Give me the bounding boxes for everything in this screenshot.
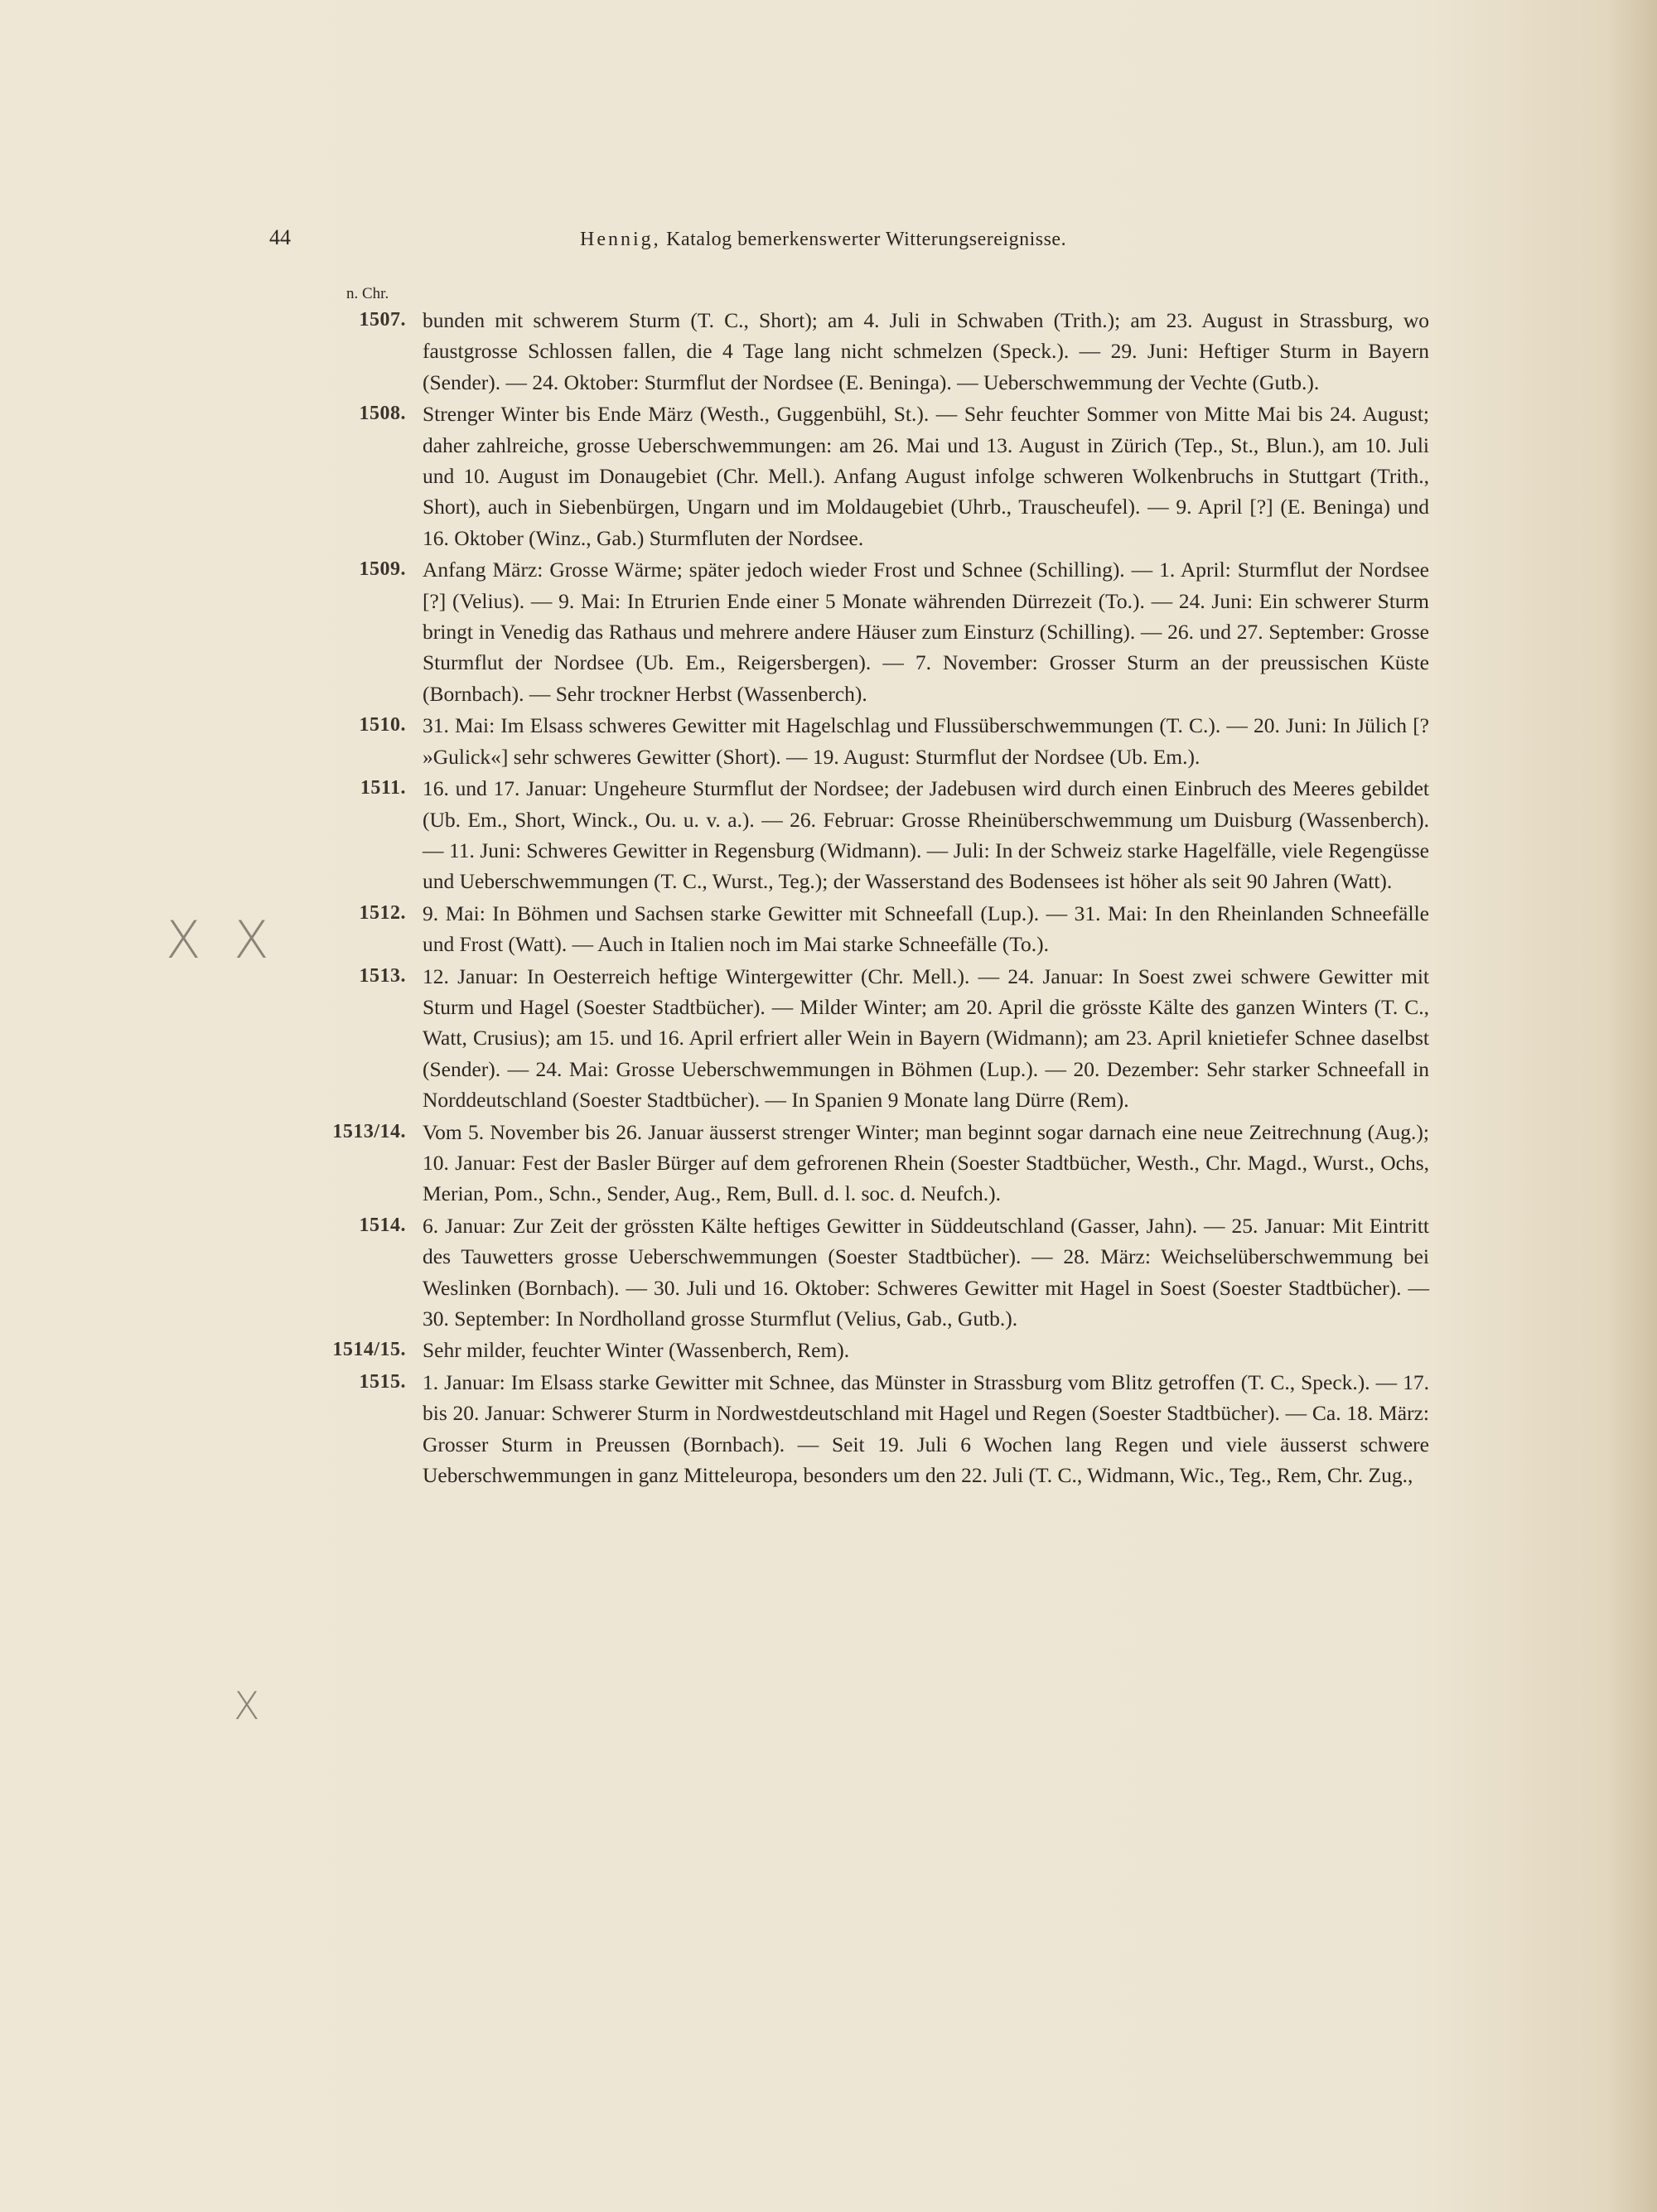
entry-text: 16. und 17. Januar: Ungeheure Sturmflut der Nordsee; der Jadebusen wird durch einen Einbruch des Meeres gebildet (Ub. Em., Short, Winck., Ou. u. v. a.). — 26. Februar: Grosse Rheinüberschwemmung um Duisburg (Wassenberch). — 11. Juni: Schweres Gewitter in Regensburg (Widmann). — Juli: In der Schweiz starke Hagelfälle, viele Regengüsse und Ueberschwemmungen (T. C., Wurst., Teg.); der Wasserstand des Bodensees ist höher als seit 90 Jahren (Watt). [423,776,1429,894]
entry-year: 1515. [359,1370,406,1393]
era-label: n. Chr. [346,285,389,302]
entry-1513-14 [282,1117,1429,1210]
entry-year: 1514/15. [332,1339,406,1361]
entry-text: Anfang März: Grosse Wärme; später jedoch wieder Frost und Schnee (Schilling). — 1. April: Sturmflut der Nordsee [?] (Velius). — 9. Mai: In Etrurien Ende einer 5 Monate währenden Dürrezeit (To.). — 24. Juni: Ein schwerer Sturm bringt in Venedig das Rathaus und mehrere andere Häuser zum Einsturz (Schilling). — 26. und 27. September: Grosse Sturmflut der Nordsee (Ub. Em., Reigersbergen). — 7. November: Grosser Sturm an der preussischen Küste (Bornbach). — Sehr trockner Herbst (Wassenberch). [423,558,1429,706]
entry-year: 1507. [359,309,406,331]
entries-list [282,305,1429,1491]
entry-text: 12. Januar: In Oesterreich heftige Wintergewitter (Chr. Mell.). — 24. Januar: In Soest zwei schwere Gewitter mit Sturm und Hagel (Soester Stadtbücher). — Milder Winter; am 20. April die grösste Kälte des ganzen Winters (T. C., Watt, Crusius); am 15. und 16. April erfriert aller Wein in Bayern (Widmann); am 23. April knietiefer Schnee daselbst (Sender). — 24. Mai: Grosse Ueberschwemmungen in Böhmen (Lup.). — 20. Dezember: Sehr starker Schneefall in Norddeutschland (Soester Stadtbücher). — In Spanien 9 Monate lang Dürre (Rem). [423,964,1429,1113]
entry-1515 [282,1367,1429,1491]
entry-1514 [282,1210,1429,1335]
entry-text: 6. Januar: Zur Zeit der grössten Kälte heftiges Gewitter in Süddeutschland (Gasser, Jahn). — 25. Januar: Mit Eintritt des Tauwetters grosse Ueberschwemmungen (Soester Stadtbücher). — 28. März: Weichselüberschwemmung bei Weslinken (Bornbach). — 30. Juli und 16. Oktober: Schweres Gewitter mit Hagel in Soest (Soester Stadtbücher). — 30. September: In Nordholland grosse Sturmflut (Velius, Gab., Gutb.). [423,1213,1429,1331]
entry-1507 [282,305,1429,398]
entry-1508 [282,398,1429,553]
entry-year: 1512. [359,901,406,924]
entry-text: Strenger Winter bis Ende März (Westh., Guggenbühl, St.). — Sehr feuchter Sommer von Mitte Mai bis 24. August; daher zahlreiche, grosse Ueberschwemmungen: am 26. Mai und 13. August in Zürich (Tep., St., Blun.), am 10. Juli und 10. August im Donaugebiet (Chr. Mell.). Anfang August infolge schweren Wolkenbruchs in Stuttgart (Trith., Short), auch in Siebenbürgen, Ungarn und im Moldaugebiet (Uhrb., Trauscheufel). — 9. April [?] (E. Beninga) und 16. Oktober (Winz., Gab.) Sturmfluten der Nordsee. [423,402,1429,550]
running-title-author: Hennig, [580,229,661,250]
entry-text: Vom 5. November bis 26. Januar äusserst strenger Winter; man beginnt sogar darnach eine neue Zeitrechnung (Aug.); 10. Januar: Fest der Basler Bürger auf dem gefrorenen Rhein (Soester Stadtbücher, Westh., Chr. Magd., Wurst., Ochs, Merian, Pom., Schn., Sender, Aug., Rem, Bull. d. l. soc. d. Neufch.). [423,1119,1429,1206]
entry-1512 [282,898,1429,960]
entry-year: 1513. [359,964,406,987]
entry-year: 1510. [359,714,406,737]
entry-year: 1511. [360,777,406,799]
entry-text: 1. Januar: Im Elsass starke Gewitter mit Schnee, das Münster in Strassburg vom Blitz getroffen (T. C., Speck.). — 17. bis 20. Januar: Schwerer Sturm in Nordwestdeutschland mit Hagel und Regen (Soester Stadtbücher). — Ca. 18. März: Grosser Sturm in Preussen (Bornbach). — Seit 19. Juli 6 Wochen lang Regen und viele äusserst schwere Ueberschwemmungen in ganz Mitteleuropa, besonders um den 22. Juli (T. C., Widmann, Wic., Teg., Rem, Chr. Zug., [423,1369,1429,1488]
running-title-text: Katalog bemerkenswerter Witterungsereignisse. [666,229,1067,250]
running-title [580,229,1066,251]
entry-year: 1508. [359,403,406,425]
entry-year: 1509. [359,558,406,581]
margin-pencil-mark-1: X X [166,910,278,970]
entry-1509 [282,554,1429,709]
entry-1511 [282,773,1429,897]
entry-1510 [282,710,1429,772]
entry-text: 9. Mai: In Böhmen und Sachsen starke Gewitter mit Schneefall (Lup.). — 31. Mai: In den Rheinlanden Schneefälle und Frost (Watt). — Auch in Italien noch im Mai starke Schneefälle (To.). [423,901,1429,957]
entry-year: 1514. [359,1214,406,1236]
entry-text: bunden mit schwerem Sturm (T. C., Short); am 4. Juli in Schwaben (Trith.); am 23. August in Strassburg, wo faustgrosse Schlossen fallen, die 4 Tage lang nicht schmelzen (Speck.). — 29. Juni: Heftiger Sturm in Bayern (Sender). — 24. Oktober: Sturmflut der Nordsee (E. Beninga). — Ueberschwemmung der Vechte (Gutb.). [423,308,1429,394]
page-number: 44 [269,225,291,249]
entry-text: 31. Mai: Im Elsass schweres Gewitter mit Hagelschlag und Flussüberschwemmungen (T. C.). — 20. Juni: In Jülich [? »Gulick«] sehr schweres Gewitter (Short). — 19. August: Sturmflut der Nordsee (Ub. Em.). [423,713,1429,769]
entry-text: Sehr milder, feuchter Winter (Wassenberch, Rem). [423,1338,850,1363]
margin-pencil-mark-2: X [234,1683,260,1728]
page-header [269,225,1429,258]
entry-1513 [282,961,1429,1116]
entry-year: 1513/14. [332,1120,406,1142]
entry-1514-15 [282,1335,1429,1365]
